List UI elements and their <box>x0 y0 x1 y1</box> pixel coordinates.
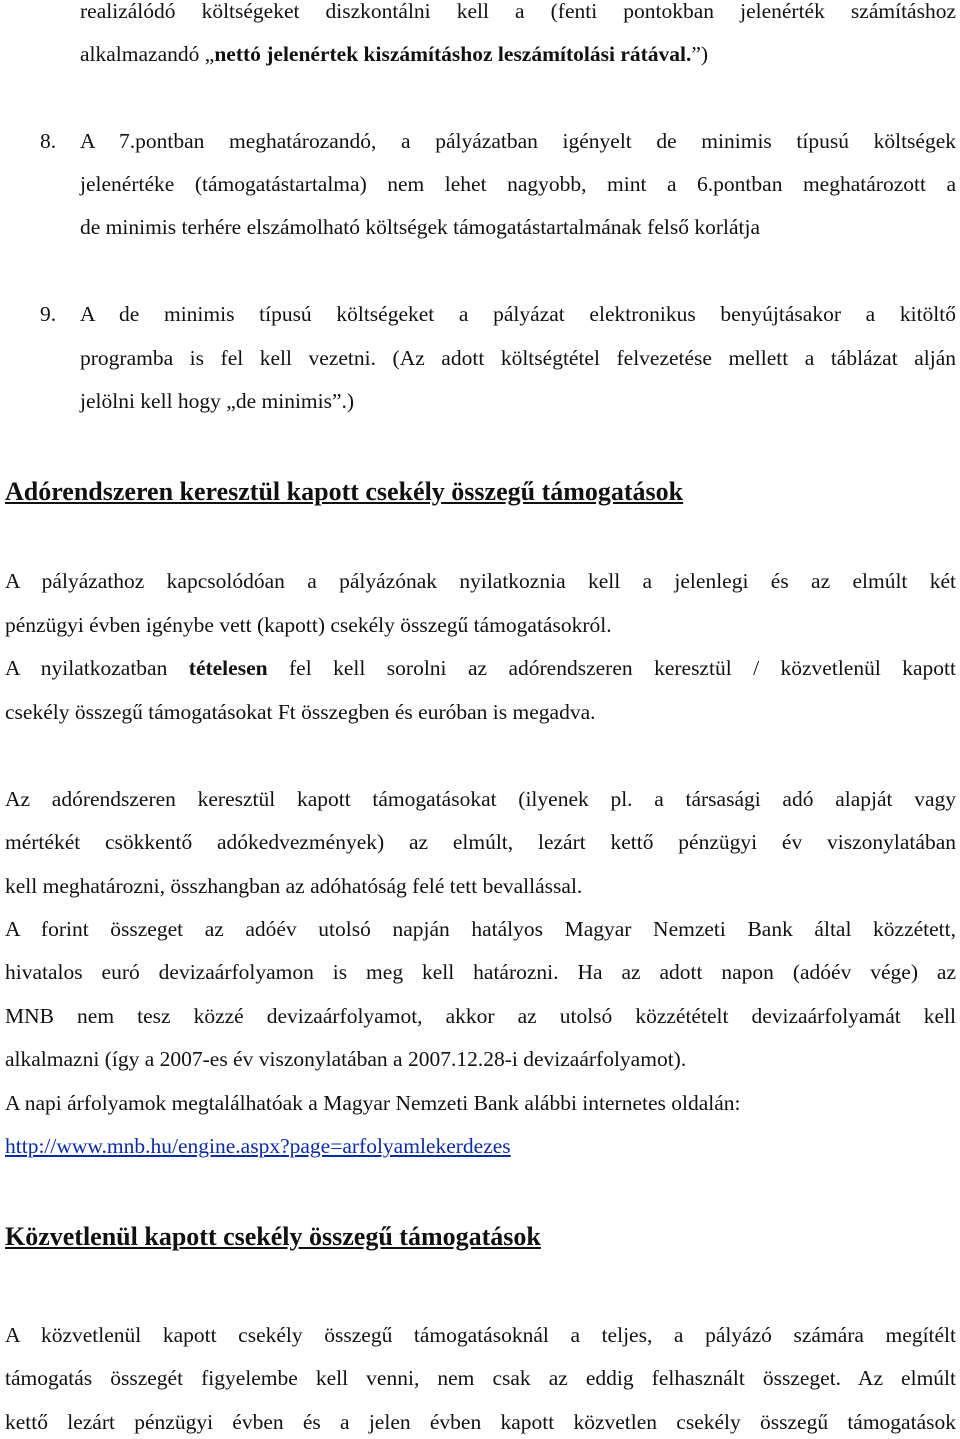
paragraph-line: kell meghatározni, összhangban az adóhatóság felé tett bevallással. <box>5 874 583 898</box>
paragraph-line: Az adórendszeren keresztül kapott támogatásokat (ilyenek pl. a társasági adó alapját vagy <box>5 787 956 811</box>
paragraph-line: mértékét csökkentő adókedvezmények) az elmúlt, lezárt kettő pénzügyi év viszonylatában <box>5 830 956 854</box>
list-item-9-line: A de minimis típusú költségeket a pályázat elektronikus benyújtásakor a kitöltő <box>80 302 956 326</box>
list-item-8-line: A 7.pontban meghatározandó, a pályázatban igényelt de minimis típusú költségek <box>80 129 956 153</box>
paragraph-line: kettő lezárt pénzügyi évben és a jelen évben kapott közvetlen csekély összegű támogatások <box>5 1410 956 1434</box>
paragraph-line: A pályázathoz kapcsolódóan a pályázónak nyilatkoznia kell a jelenlegi és az elmúlt két <box>5 569 956 593</box>
bold-word: tételesen <box>188 656 268 680</box>
paragraph-line: alkalmazni (így a 2007-es év viszonylatában a 2007.12.28-i devizaárfolyamot). <box>5 1047 687 1071</box>
paragraph-line: csekély összegű támogatásokat Ft összegben és euróban is megadva. <box>5 700 596 724</box>
paragraph-line: A közvetlenül kapott csekély összegű támogatásoknál a teljes, a pályázó számára megítélt <box>5 1323 956 1347</box>
bold-phrase: nettó jelenértek kiszámításhoz leszámítolási rátával. <box>214 42 692 66</box>
paragraph-line: MNB nem tesz közzé devizaárfolyamot, akkor az utolsó közzétételt devizaárfolyamát kell <box>5 1004 956 1028</box>
paragraph-line: A napi árfolyamok megtalálhatóak a Magyar Nemzeti Bank alábbi internetes oldalán: <box>5 1091 741 1115</box>
list-item-8-line: de minimis terhére elszámolható költségek támogatástartalmának felső korlátja <box>80 215 761 239</box>
list-number-9: 9. <box>40 302 57 326</box>
paragraph-line: alkalmazandó „nettó jelenértek kiszámításhoz leszámítolási rátával.”) <box>80 42 709 66</box>
list-item-9-line: jelölni kell hogy „de minimis”.) <box>80 389 355 413</box>
mnb-exchange-rate-link[interactable]: http://www.mnb.hu/engine.aspx?page=arfolyamlekerdezes <box>5 1134 511 1158</box>
paragraph-line: A forint összeget az adóév utolsó napján hatályos Magyar Nemzeti Bank által közzétett, <box>5 917 956 941</box>
section-heading-direct: Közvetlenül kapott csekély összegű támogatások <box>5 1222 541 1251</box>
paragraph-line: hivatalos euró devizaárfolyamon is meg kell határozni. Ha az adott napon (adóév vége) az <box>5 960 956 984</box>
paragraph-line: A nyilatkozatban tételesen fel kell sorolni az adórendszeren keresztül / közvetlenül kapott <box>5 656 956 680</box>
list-item-9-line: programba is fel kell vezetni. (Az adott költségtétel felvezetése mellett a táblázat alján <box>80 346 956 370</box>
paragraph-line <box>5 1132 956 1160</box>
list-number-8: 8. <box>40 129 57 153</box>
paragraph-line: pénzügyi évben igénybe vett (kapott) csekély összegű támogatásokról. <box>5 613 612 637</box>
section-heading-tax: Adórendszeren keresztül kapott csekély összegű támogatások <box>5 477 684 506</box>
list-item-8-line: jelenértéke (támogatástartalma) nem lehet nagyobb, mint a 6.pontban meghatározott a <box>80 172 956 196</box>
paragraph-line: támogatás összegét figyelembe kell venni, nem csak az eddig felhasznált összeget. Az elmúlt <box>5 1366 956 1390</box>
paragraph-line: realizálódó költségeket diszkontálni kell a (fenti pontokban jelenérték számításhoz <box>80 0 956 23</box>
